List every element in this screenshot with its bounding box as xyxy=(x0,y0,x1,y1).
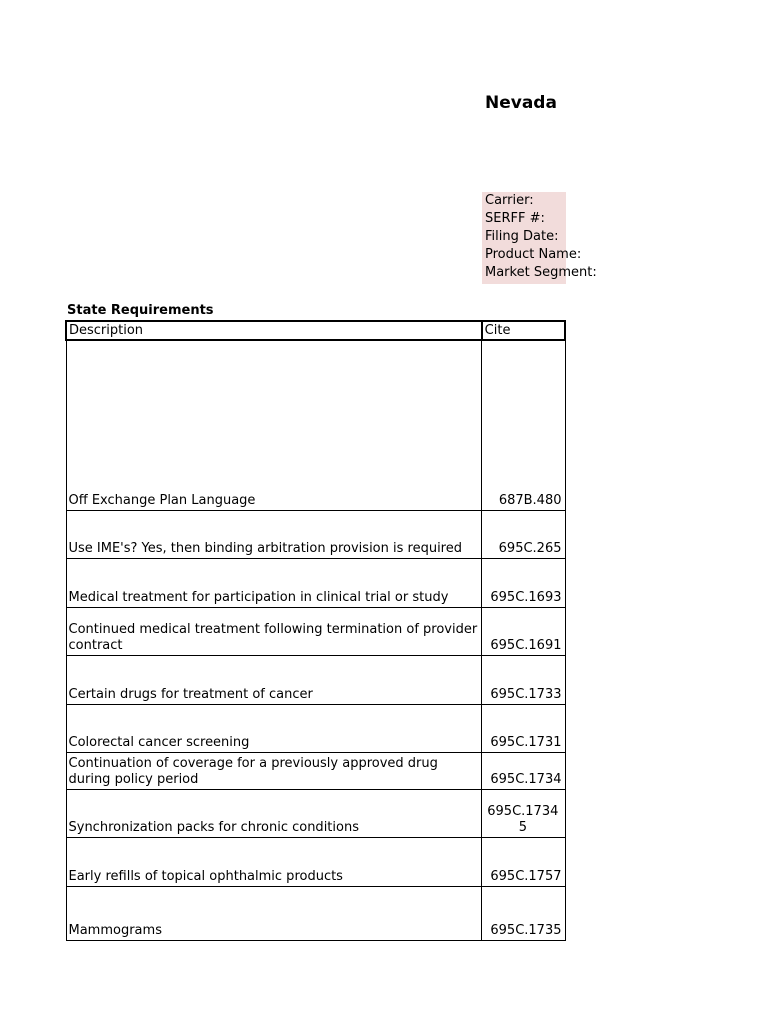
table-row xyxy=(66,558,565,607)
section-title: State Requirements xyxy=(67,303,214,318)
row-cite: 695C.1731 xyxy=(482,704,565,752)
row-cite: 695C.1757 xyxy=(482,837,565,886)
row-description: Mammograms xyxy=(66,886,482,940)
table-row xyxy=(66,704,565,752)
table-row xyxy=(66,886,565,940)
table-row xyxy=(66,789,565,837)
table-row xyxy=(66,607,565,655)
table-row xyxy=(66,340,565,510)
row-cite: 695C.1691 xyxy=(482,607,565,655)
state-requirements-table xyxy=(65,320,566,941)
row-description: Early refills of topical ophthalmic products xyxy=(66,837,482,886)
page-title: Nevada xyxy=(485,93,557,113)
row-description: Colorectal cancer screening xyxy=(66,704,482,752)
table-row xyxy=(66,752,565,789)
carrier-label: Carrier: xyxy=(485,193,534,208)
table-row xyxy=(66,655,565,704)
filing-info-box xyxy=(482,192,597,284)
row-description: Synchronization packs for chronic conditions xyxy=(66,789,482,837)
cite-column-header: Cite xyxy=(482,321,565,340)
row-cite: 687B.480 xyxy=(482,340,565,510)
product-name-label: Product Name: xyxy=(485,247,582,262)
row-description: Medical treatment for participation in clinical trial or study xyxy=(66,558,482,607)
row-description: Continuation of coverage for a previously approved drug during policy period xyxy=(66,752,482,789)
row-description: Certain drugs for treatment of cancer xyxy=(66,655,482,704)
row-cite: 695C.1735 xyxy=(482,886,565,940)
filing-date-label: Filing Date: xyxy=(485,229,559,244)
table-row xyxy=(66,837,565,886)
serff-label: SERFF #: xyxy=(485,211,545,226)
row-description: Continued medical treatment following termination of provider contract xyxy=(66,607,482,655)
row-cite: 695C.1734 xyxy=(482,752,565,789)
row-cite: 695C.265 xyxy=(482,510,565,558)
row-cite: 695C.1733 xyxy=(482,655,565,704)
row-description: Off Exchange Plan Language xyxy=(66,340,482,510)
table-row xyxy=(66,510,565,558)
market-segment-label: Market Segment: xyxy=(485,265,597,280)
table-header-row xyxy=(66,321,565,340)
row-cite: 695C.1693 xyxy=(482,558,565,607)
row-description: Use IME's? Yes, then binding arbitration provision is required xyxy=(66,510,482,558)
row-cite: 695C.17345 xyxy=(482,789,565,837)
description-column-header: Description xyxy=(66,321,482,340)
